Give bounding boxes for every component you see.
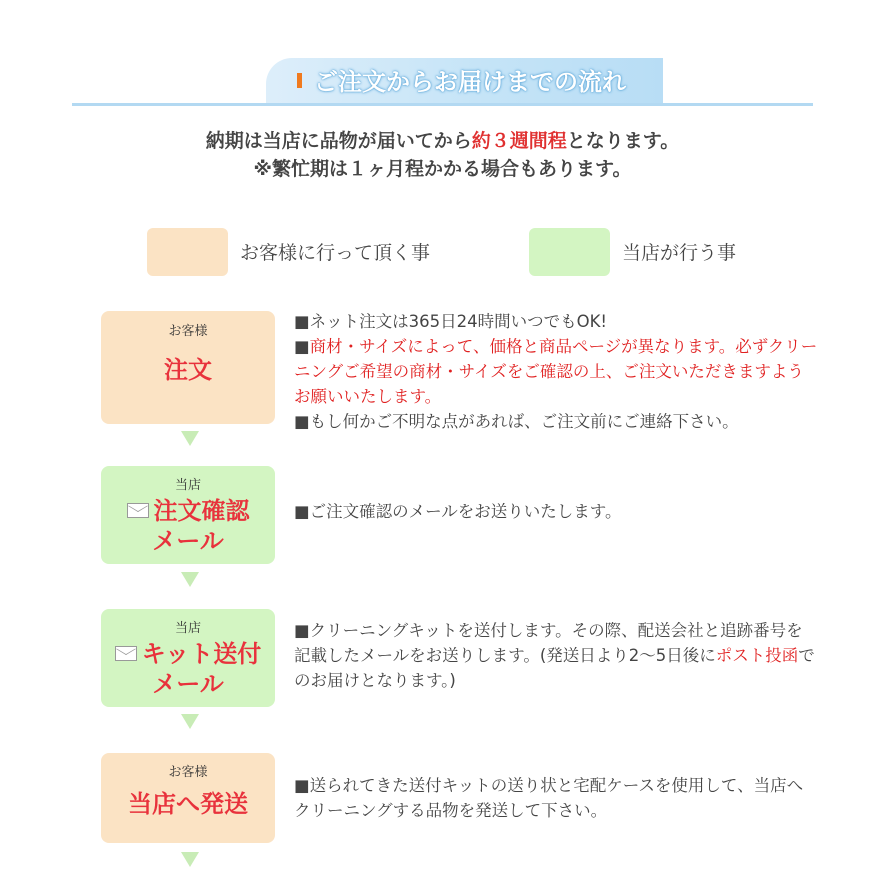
legend-customer-swatch (147, 228, 228, 276)
step-actor: 当店 (174, 621, 201, 636)
intro-text: 納期は当店に品物が届いてから (205, 130, 472, 152)
step-actor: お客様 (168, 765, 208, 780)
mail-icon (127, 503, 149, 518)
bullet: ■ (294, 337, 310, 356)
order-note-3: ■もし何かご不明な点があれば、ご注文前にご連絡下さい。 (294, 412, 739, 431)
flow-arrow-down-icon (181, 572, 199, 587)
step-title-text: キット送付 (141, 640, 262, 668)
step-title-line1 (101, 496, 275, 526)
step-actor: 当店 (174, 478, 201, 493)
step-send-to-shop-box (101, 753, 275, 843)
flow-arrow-down-icon (181, 852, 199, 867)
section-header-underline (72, 103, 813, 106)
order-note-1: ■ネット注文は365日24時間いつでもOK! (294, 312, 608, 331)
step-title-line2: メール (152, 670, 224, 698)
mail-icon (115, 646, 137, 661)
step-title: 当店へ発送 (128, 790, 248, 818)
legend-customer-label: お客様に行って頂く事 (240, 242, 431, 264)
legend-shop-label: 当店が行う事 (622, 242, 737, 264)
legend-shop-swatch (529, 228, 610, 276)
busy-season-note: ※繁忙期は１ヶ月程かかる場合もあります。 (253, 158, 632, 180)
step-actor: お客様 (168, 324, 208, 339)
flow-arrow-down-icon (181, 431, 199, 446)
step-kit-shipping-description (294, 618, 819, 693)
mailbox-delivery-highlight: ポスト投函 (715, 646, 799, 665)
order-note-2 (294, 334, 819, 409)
step-order-description (294, 309, 819, 434)
step-title-text: 注文確認 (153, 497, 250, 525)
order-warning: 商材・サイズによって、価格と商品ページが異なります。必ずクリーニングご希望の商材・サイズをご確認の上、ご注文いただきますようお願いいたします。 (294, 337, 818, 406)
delivery-period-note (72, 126, 813, 153)
step-kit-shipping-mail-box (101, 609, 275, 707)
flow-arrow-down-icon (181, 714, 199, 729)
step-order-box (101, 311, 275, 424)
section-title: ご注文からお届けまでの流れ (314, 68, 626, 96)
step-order-confirm-mail-box (101, 466, 275, 564)
kit-note-text: ■クリーニングキットを送付します。その際、配送会社と追跡番号を記載したメールをお送りします。(発送日より2〜5日後に (294, 621, 803, 665)
step-order-confirm-description: ■ご注文確認のメールをお送りいたします。 (294, 502, 622, 521)
step-title-line2: メール (152, 527, 224, 555)
kit-note (294, 618, 819, 693)
header-accent-mark (297, 73, 302, 88)
kit-note-end: でのお届けとなります。) (294, 646, 815, 690)
step-title-line1 (101, 639, 275, 669)
step-title: 注文 (164, 356, 212, 384)
intro-highlight: 約３週間程 (471, 130, 567, 152)
intro-text-end: となります。 (566, 130, 680, 152)
step-send-to-shop-description: ■送られてきた送付キットの送り状と宅配ケースを使用して、当店へクリーニングする品物を発送して下さい。 (294, 776, 804, 820)
